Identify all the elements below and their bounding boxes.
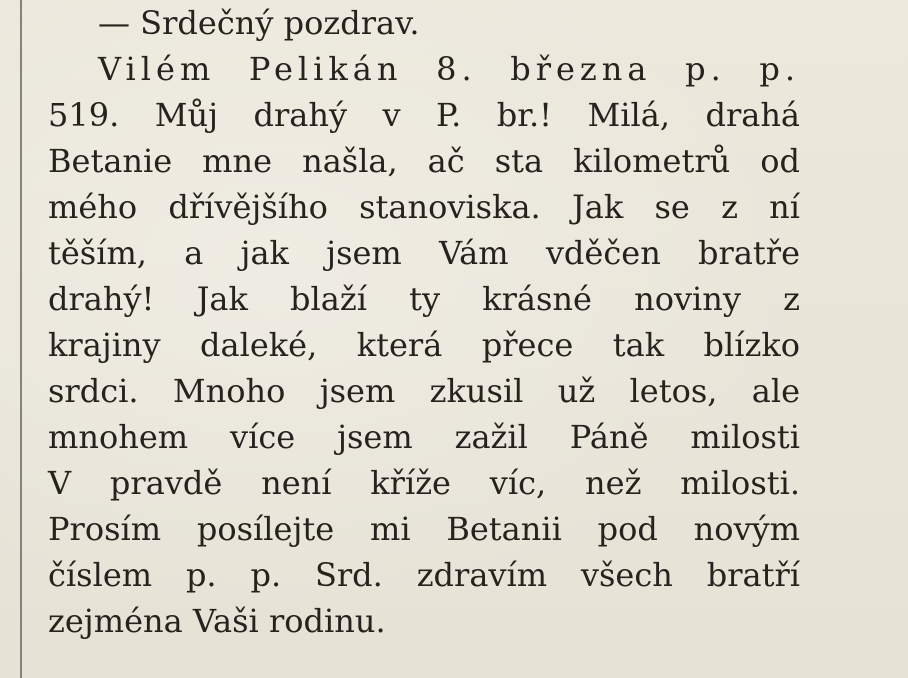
article-line: V pravdě není kříže víc, než milosti. bbox=[48, 464, 800, 502]
article-line: mého dřívějšího stanoviska. Jak se z ní bbox=[48, 188, 800, 226]
article-line-sender: Vilém Pelikán 8. března p. p. bbox=[98, 50, 800, 88]
article-line: mnohem více jsem zažil Páně milosti bbox=[48, 418, 800, 456]
article-line: srdci. Mnoho jsem zkusil už letos, ale bbox=[48, 372, 800, 410]
column-rule bbox=[20, 0, 22, 678]
cut-off-next-line bbox=[60, 664, 480, 678]
article-line: drahý! Jak blaží ty krásné noviny z bbox=[48, 280, 800, 318]
article-line: Prosím posílejte mi Betanii pod novým bbox=[48, 510, 800, 548]
article-line: Betanie mne našla, ač sta kilometrů od bbox=[48, 142, 800, 180]
article-line-greeting: — Srdečný pozdrav. bbox=[98, 4, 420, 42]
article-line: 519. Můj drahý v P. br.! Milá, drahá bbox=[48, 96, 800, 134]
article-line: krajiny daleké, která přece tak blízko bbox=[48, 326, 800, 364]
article-line: číslem p. p. Srd. zdravím všech bratří bbox=[48, 556, 800, 594]
article-line: těším, a jak jsem Vám vděčen bratře bbox=[48, 234, 800, 272]
article-line-last: zejména Vaši rodinu. bbox=[48, 602, 386, 640]
cut-off-text-fragment bbox=[60, 664, 480, 678]
